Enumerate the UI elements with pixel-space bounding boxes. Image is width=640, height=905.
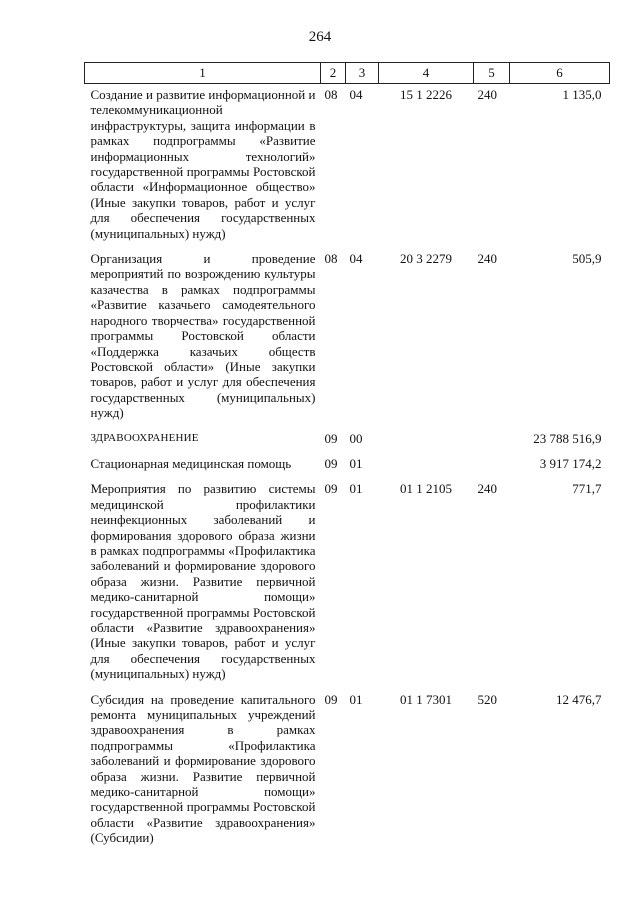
row-target-article: [379, 446, 474, 471]
table-header-row: [85, 63, 610, 84]
row-description: Создание и развитие информационной и телекоммуникационной инфраструктуры, защита информации в рамках подпрограммы «Развитие информационных технологий» государственной программы Ростовской области «Информационное общество» (Иные закупки товаров, работ и услуг для обеспечения государственных (муниципальных) нужд): [90, 87, 316, 241]
row-section-code: 09: [324, 691, 338, 707]
row-section-code: 09: [324, 481, 338, 497]
row-target-article: 01 1 7301: [400, 691, 452, 707]
section-heading: ЗДРАВООХРАНЕНИЕ: [90, 431, 199, 444]
column-header-target-article: 4: [379, 63, 474, 84]
row-section-code: 08: [324, 251, 338, 267]
column-header-amount: 6: [510, 63, 610, 84]
row-description: Субсидия на проведение капитального ремонта муниципальных учреждений здравоохранения в рамках подпрограммы «Профилактика заболеваний и формирование здорового образа жизни. Развитие первичной медико-санитарной помощи» государственной программы Ростовской области «Развитие здравоохранения» (Субсидии): [90, 691, 316, 846]
row-expense-type: 240: [477, 87, 497, 102]
row-amount: 1 135,0: [562, 87, 602, 102]
row-description: Мероприятия по развитию системы медицинской профилактики неинфекционных заболеваний и формирования здорового образа жизни в рамках подпрограммы «Профилактика заболеваний и формирование здорового образа жизни. Развитие первичной медико-санитарной помощи» государственной программы Ростовской области «Развитие здравоохранения» (Иные закупки товаров, работ и услуг для обеспечения государственных (муниципальных) нужд): [90, 481, 316, 682]
table-row: [85, 471, 610, 681]
row-expense-type: 240: [477, 481, 497, 497]
row-description: Организация и проведение мероприятий по возрождению культуры казачества в рамках подпрограммы «Развитие казачьего самодеятельного народного творчества» государственной программы Ростовской области «Поддержка казачьих обществ Ростовской области» (Иные закупки товаров, работ и услуг для обеспечения государственных (муниципальных) нужд): [90, 251, 316, 421]
row-amount: 23 788 516,9: [533, 430, 602, 446]
row-subsection-code: 04: [349, 251, 363, 267]
row-subsection-code: 01: [349, 455, 363, 471]
table-row: [85, 446, 610, 471]
column-header-expense-type: 5: [474, 63, 510, 84]
row-section-code: 09: [324, 430, 338, 446]
budget-table: [84, 62, 610, 846]
row-section-code: 09: [324, 455, 338, 471]
column-header-section: 2: [321, 63, 346, 84]
row-target-article: 15 1 2226: [400, 87, 452, 102]
row-subsection-code: 04: [349, 87, 363, 102]
column-header-description: 1: [85, 63, 321, 84]
row-amount: 3 917 174,2: [539, 455, 602, 471]
table-row: [85, 241, 610, 420]
row-section-code: 08: [324, 87, 338, 102]
table-row-section-heading: [85, 421, 610, 446]
page-number: 264: [308, 29, 332, 45]
row-amount: 505,9: [572, 251, 602, 267]
row-subsection-code: 01: [349, 481, 363, 497]
row-target-article: 20 3 2279: [400, 251, 452, 267]
row-description: Стационарная медицинская помощь: [90, 455, 292, 471]
row-expense-type: 240: [477, 251, 497, 267]
row-amount: 12 476,7: [556, 691, 602, 707]
row-subsection-code: 01: [349, 691, 363, 707]
row-expense-type: [474, 446, 510, 471]
row-target-article: [379, 421, 474, 446]
row-subsection-code: 00: [349, 430, 363, 446]
row-target-article: 01 1 2105: [400, 481, 452, 497]
column-header-subsection: 3: [346, 63, 379, 84]
row-amount: 771,7: [572, 481, 602, 497]
table-row: [85, 682, 610, 846]
table-row: [85, 84, 610, 242]
row-expense-type: 520: [477, 691, 497, 707]
row-expense-type: [474, 421, 510, 446]
